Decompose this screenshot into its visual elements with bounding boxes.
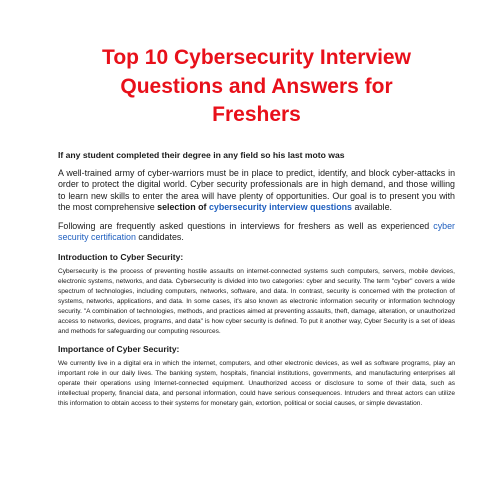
- cybersecurity-interview-questions-link[interactable]: cybersecurity interview questions: [208, 202, 352, 213]
- faq-paragraph-end: candidates.: [138, 232, 184, 243]
- title-line-2: Questions and Answers for: [120, 74, 393, 98]
- importance-body: We currently live in a digital era in which the internet, computers, and other electronic devices, as well as software programs, play an important role in our daily lives. The banking system, hospitals, financial institutions, governments, and manufacturing enterprises all operate their operations using Internet-connected equipment. Unauthorized access or disclosure to some of their data, such as intellectual property, financial data, and personal information, could have serious consequences. Intruders and threat actors can utilize this information to obtain access to their systems for monetary gain, extortion, political or social causes, or simple devastation.: [58, 360, 455, 408]
- intro-heading: Introduction to Cyber Security:: [58, 252, 184, 263]
- title-line-1: Top 10 Cybersecurity Interview: [102, 46, 411, 69]
- cyber-security-certification-link[interactable]: cyber security certification: [58, 220, 455, 243]
- intro-paragraph: [58, 168, 455, 214]
- intro-body: Cybersecurity is the process of preventing hostile assaults on internet-connected systems such computers, servers, mobile devices, electronic systems, networks, and data. Cybersecurity is divided into two categories: cyber and security. The term "cyber" covers a wide spectrum of technologies, including computers, networks, software, and data. In contrast, security is concerned with the protection of systems, networks, applications, and data. In some cases, it's also known as electronic information security or information technology security. "A combination of technologies, methods, and practices aimed at preventing assaults, theft, damage, alteration, or unauthorized access to networks, devices, programs, and data" is how cyber security is defined. To put it another way, Cyber Security is a set of ideas and methods for safeguarding our computing resources.: [58, 268, 455, 335]
- lead-sentence: If any student completed their degree in any field so his last moto was: [58, 149, 345, 160]
- faq-paragraph: [58, 221, 455, 244]
- page-title: [58, 0, 455, 130]
- importance-heading: Importance of Cyber Security:: [58, 344, 180, 355]
- bold-phrase: selection of: [157, 202, 207, 213]
- intro-paragraph-end: available.: [354, 202, 392, 213]
- title-line-3: Freshers: [212, 103, 301, 126]
- intro-paragraph-text: A well-trained army of cyber-warriors must be in place to predict, identify, and block cyber-attacks in order to protect the digital world. Cyber security professionals are in high demand, and those willing to learn new skills to enter the area will have plenty of opportunities. Our goal is to present you with the most comprehensive: [58, 167, 455, 213]
- faq-paragraph-text: Following are frequently asked questions in interviews for freshers as well as experienced: [58, 220, 430, 231]
